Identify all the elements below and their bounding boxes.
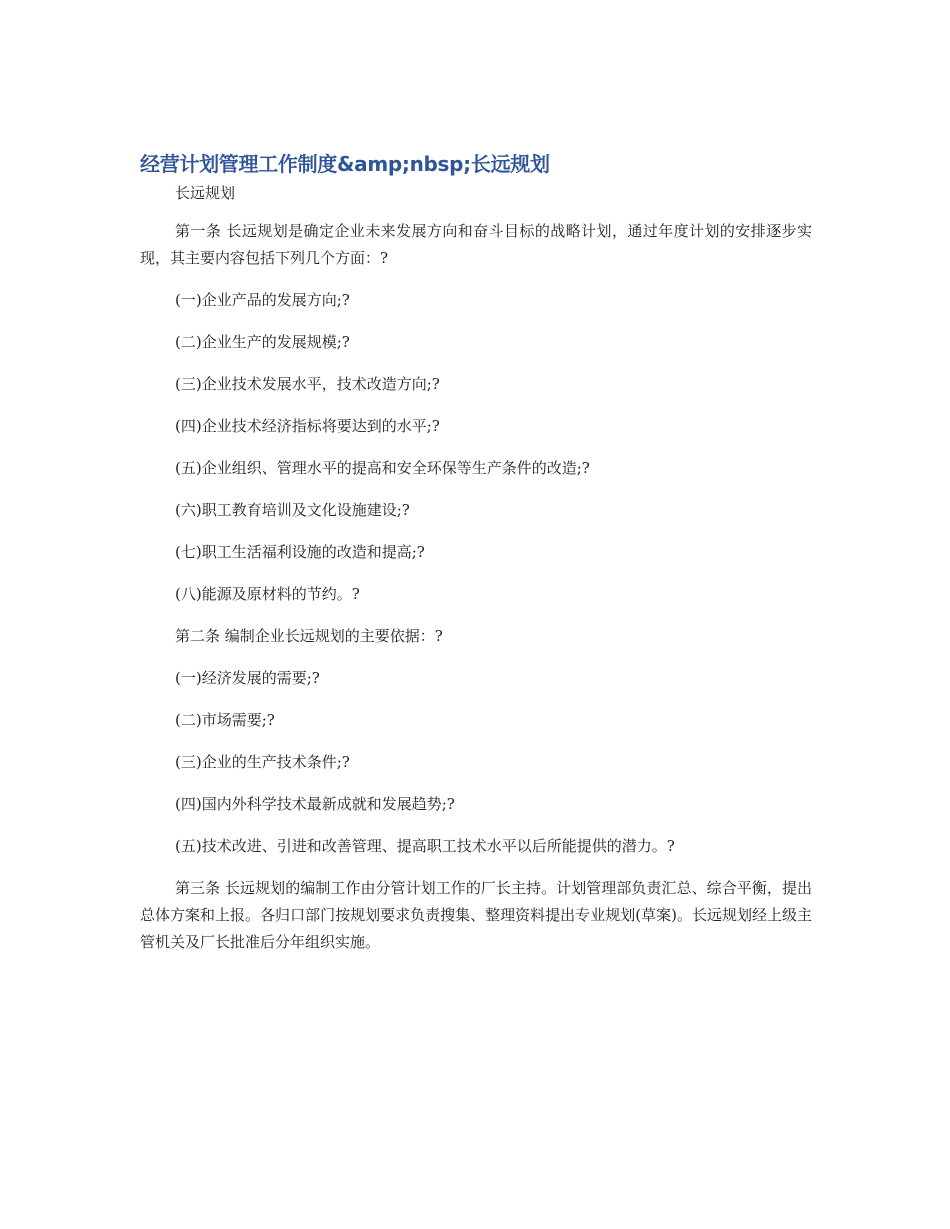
list-item: (三)企业技术发展水平，技术改造方向;? (175, 375, 440, 393)
list-item: (五)技术改进、引进和改善管理、提高职工技术水平以后所能提供的潜力。? (175, 837, 675, 855)
list-item: (三)企业的生产技术条件;? (175, 753, 350, 771)
article-1-paragraph: 第一条 长远规划是确定企业未来发展方向和奋斗目标的战略计划，通过年度计划的安排逐步实现，其主要内容包括下列几个方面：? (140, 222, 812, 267)
article-3-paragraph: 第三条 长远规划的编制工作由分管计划工作的厂长主持。计划管理部负责汇总、综合平衡，提出总体方案和上报。各归口部门按规划要求负责搜集、整理资料提出专业规划(草案)。长远规划经上级主管机关及厂长批准后分年组织实施。 (140, 879, 812, 951)
list-item: (六)职工教育培训及文化设施建设;? (175, 501, 410, 519)
list-item: (五)企业组织、管理水平的提高和安全环保等生产条件的改造;? (175, 459, 590, 477)
list-item: (一)企业产品的发展方向;? (175, 291, 350, 309)
list-item: (一)经济发展的需要;? (175, 669, 320, 687)
list-item: (八)能源及原材料的节约。? (175, 585, 360, 603)
section-subtitle: 长远规划 (175, 184, 236, 202)
list-item: (七)职工生活福利设施的改造和提高;? (175, 543, 425, 561)
document-page (140, 150, 812, 971)
list-item: (四)国内外科学技术最新成就和发展趋势;? (175, 795, 455, 813)
list-item: (二)市场需要;? (175, 711, 275, 729)
document-title: 经营计划管理工作制度&amp;nbsp;长远规划 (140, 152, 550, 176)
list-item: (二)企业生产的发展规模;? (175, 333, 350, 351)
article-2-paragraph: 第二条 编制企业长远规划的主要依据：? (175, 627, 443, 645)
list-item: (四)企业技术经济指标将要达到的水平;? (175, 417, 440, 435)
